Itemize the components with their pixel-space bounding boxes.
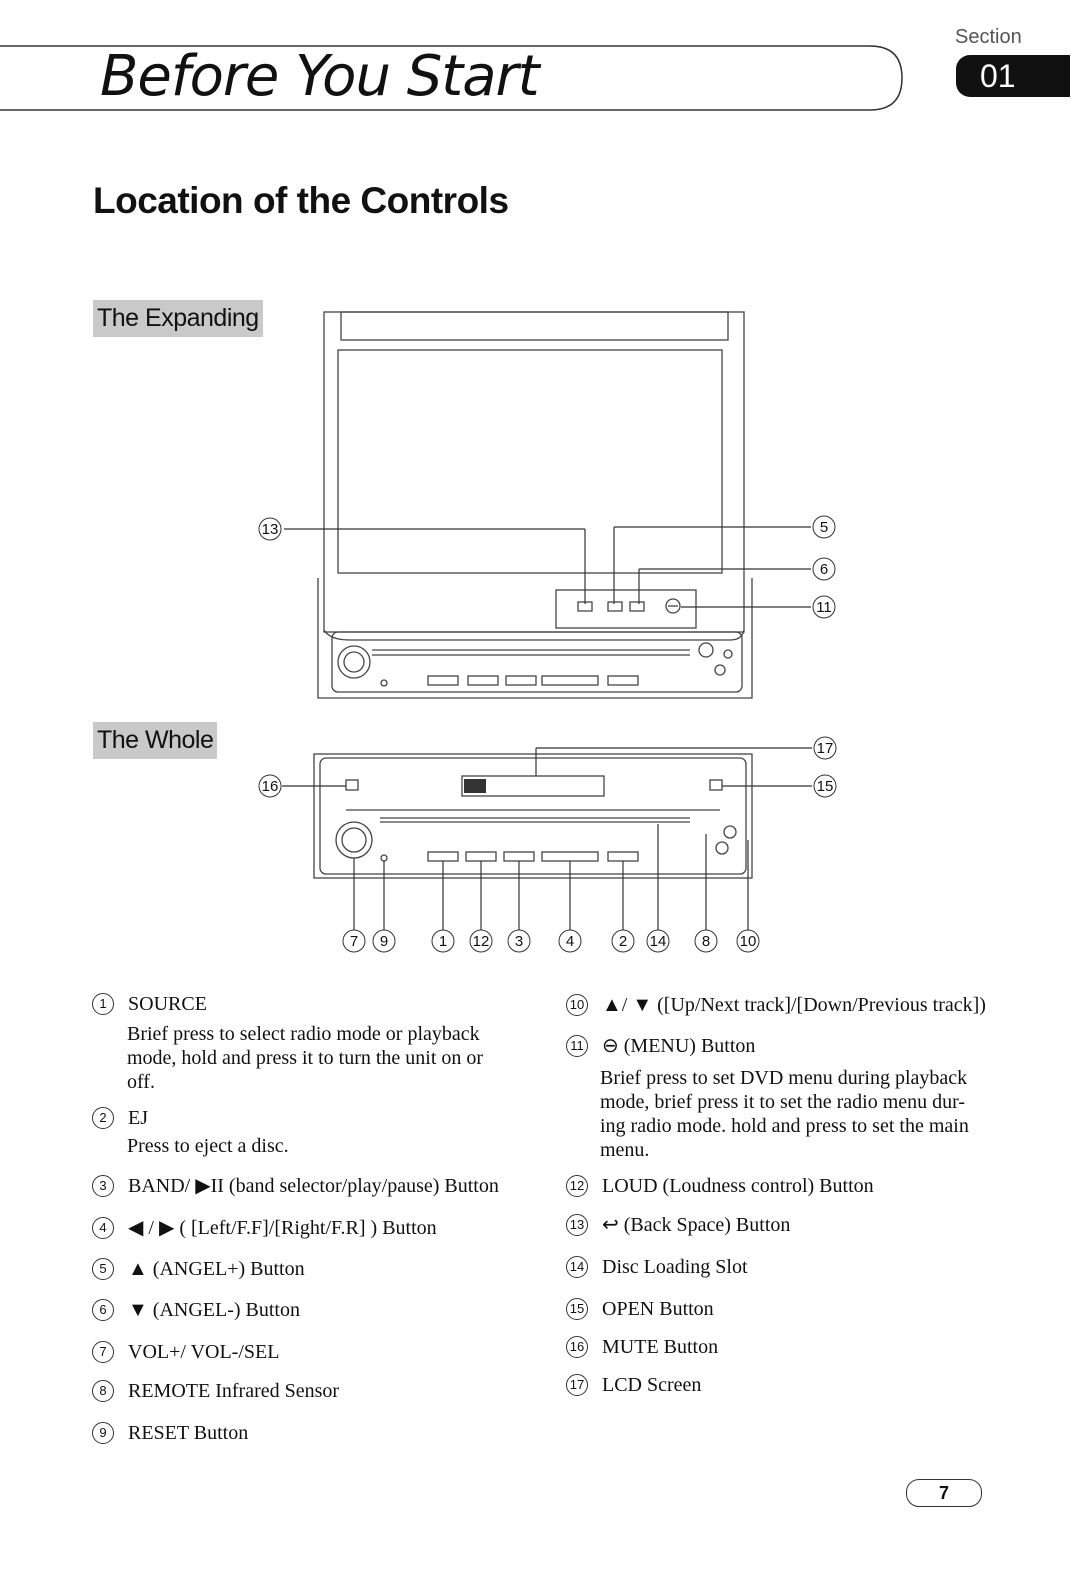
callout-1: 1 (438, 933, 448, 950)
legend-item-10: 10 ▲/ ▼ ([Up/Next track]/[Down/Previous track]) (566, 993, 986, 1017)
subheading-whole: The Whole (93, 722, 217, 759)
callout-5: 5 (819, 519, 829, 536)
callout-9: 9 (379, 933, 389, 950)
callout-6: 6 (819, 561, 829, 578)
callout-7: 7 (349, 933, 359, 950)
legend-item-9: 9 RESET Button (92, 1421, 248, 1445)
legend-desc-11: Brief press to set DVD menu during playback mode, brief press it to set the radio menu dur- ing radio mode. hold and press to set the main menu. (600, 1067, 969, 1161)
legend-item-5: 5 ▲ (ANGEL+) Button (92, 1257, 305, 1281)
legend-desc-2: Press to eject a disc. (127, 1135, 289, 1157)
callout-4: 4 (565, 933, 575, 950)
subheading-expanding: The Expanding (93, 300, 263, 337)
page-heading: Location of the Controls (93, 180, 509, 221)
callout-15: 15 (816, 778, 834, 795)
expanding-unit-diagram (250, 300, 850, 710)
page-number: 7 (906, 1479, 982, 1507)
legend-item-17: 17 LCD Screen (566, 1373, 701, 1397)
callout-16: 16 (261, 778, 279, 795)
callout-17: 17 (816, 740, 834, 757)
legend-item-14: 14 Disc Loading Slot (566, 1255, 748, 1279)
legend-item-16: 16 MUTE Button (566, 1335, 718, 1359)
legend-item-6: 6 ▼ (ANGEL-) Button (92, 1298, 300, 1322)
chapter-title: Before You Start (100, 44, 539, 109)
callout-14: 14 (649, 933, 667, 950)
whole-unit-diagram (250, 730, 850, 960)
legend-item-1: 1 SOURCE (92, 992, 207, 1016)
lcd-screen-expanding (338, 350, 722, 573)
section-number-badge: 01 (956, 55, 1070, 97)
legend-item-3: 3 BAND/ ▶II (band selector/play/pause) Button (92, 1174, 499, 1198)
callout-3: 3 (514, 933, 524, 950)
legend-item-7: 7 VOL+/ VOL-/SEL (92, 1340, 279, 1364)
callout-11: 11 (816, 599, 832, 616)
legend-item-11: 11 ⊖ (MENU) Button (566, 1034, 755, 1058)
monitor-frame (324, 312, 744, 632)
legend-item-2: 2 EJ (92, 1106, 148, 1130)
callout-13: 13 (261, 521, 279, 538)
legend-item-15: 15 OPEN Button (566, 1297, 714, 1321)
callout-2: 2 (618, 933, 628, 950)
section-label: Section (955, 26, 1022, 48)
legend-item-13: 13 ↩ (Back Space) Button (566, 1213, 790, 1237)
legend-desc-1: Brief press to select radio mode or playback mode, hold and press it to turn the unit on or off. (127, 1023, 484, 1093)
callout-10: 10 (739, 933, 757, 950)
callout-8: 8 (701, 933, 711, 950)
legend-item-8: 8 REMOTE Infrared Sensor (92, 1379, 339, 1403)
legend-item-12: 12 LOUD (Loudness control) Button (566, 1174, 874, 1198)
callout-12: 12 (472, 933, 490, 950)
legend-item-4: 4 ◀ / ▶ ( [Left/F.F]/[Right/F.R] ) Button (92, 1216, 437, 1240)
